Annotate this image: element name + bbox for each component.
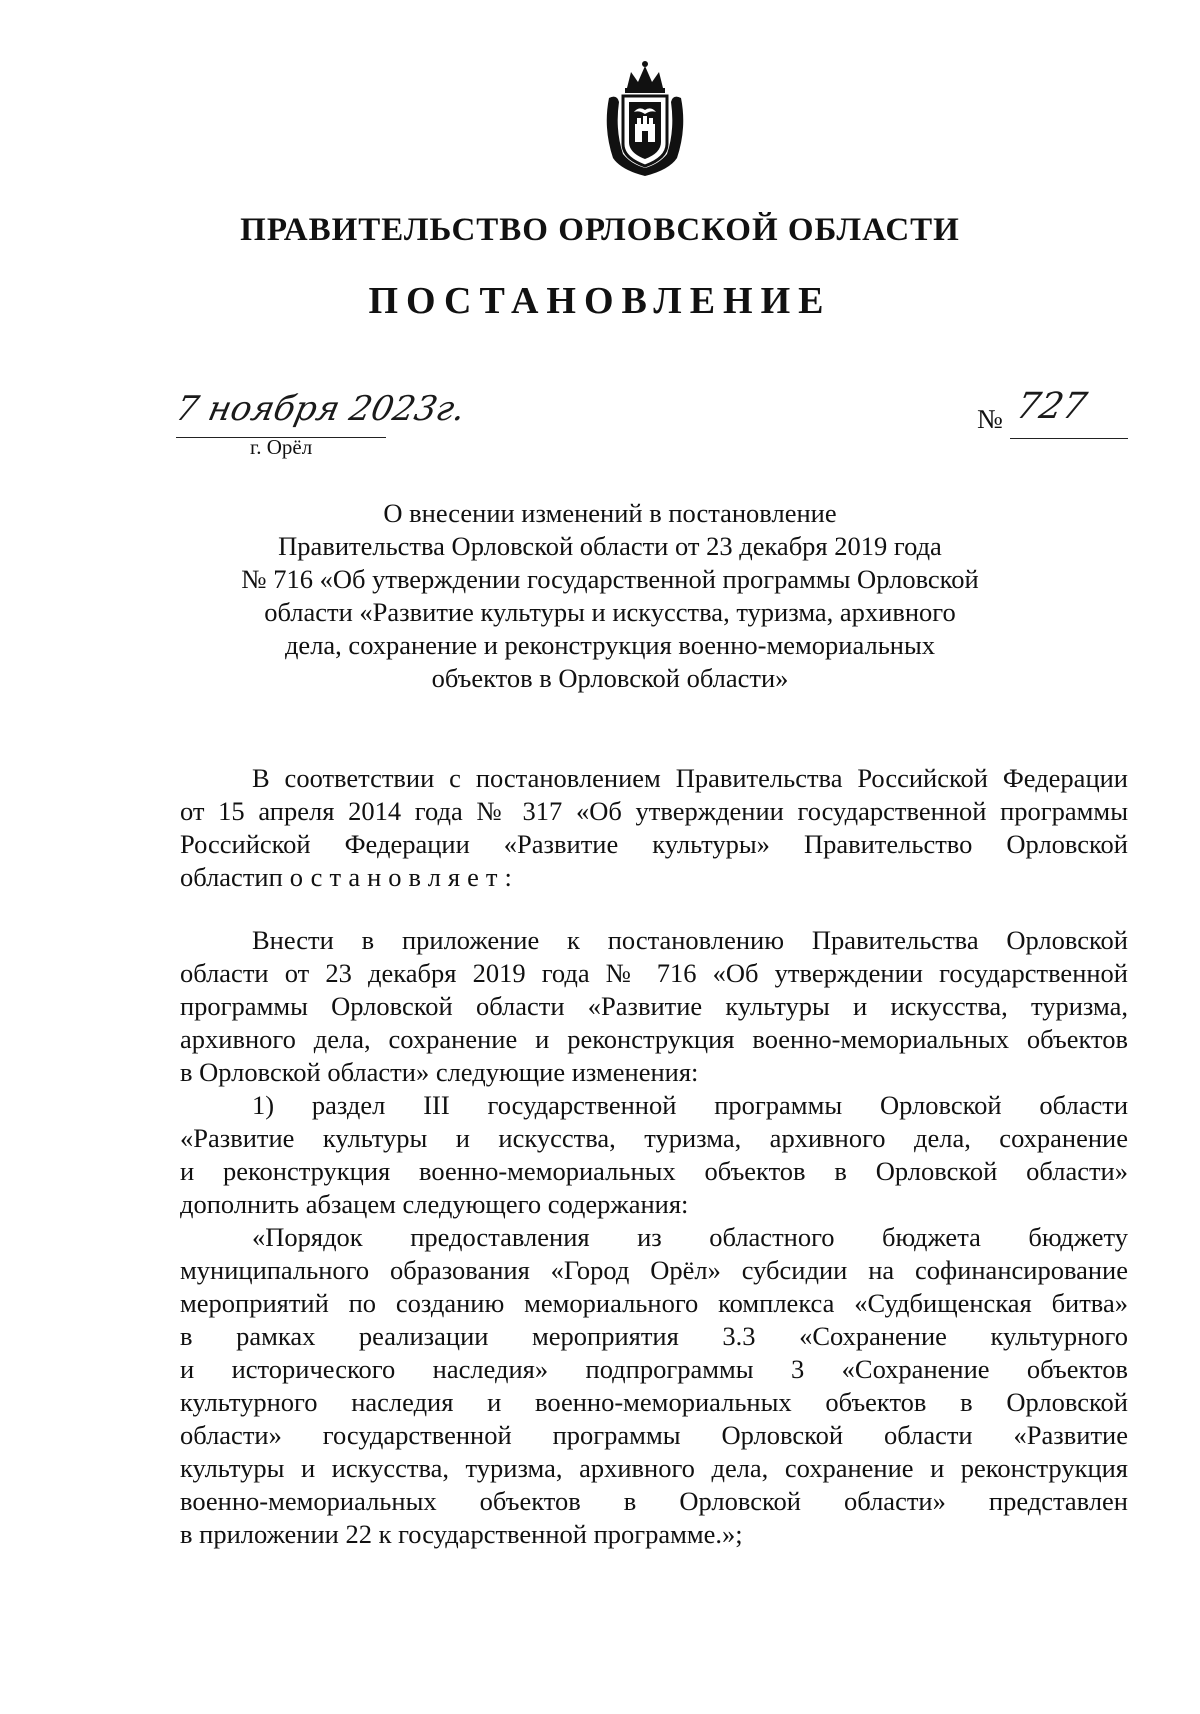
body-line: архивного дела, сохранение и реконструкция военно-мемориальных объектов xyxy=(180,1024,1128,1054)
subject-line: О внесении изменений в постановление xyxy=(383,498,837,528)
body-line: в рамках реализации мероприятия 3.3 «Сохранение культурного xyxy=(180,1321,1128,1351)
subject-line: объектов в Орловской области» xyxy=(431,663,789,693)
document-subject xyxy=(220,497,1000,695)
body-line: в Орловской области» следующие изменения: xyxy=(180,1057,699,1087)
body-line: дополнить абзацем следующего содержания: xyxy=(180,1189,689,1219)
body-line: «Развитие культуры и искусства, туризма, архивного дела, сохранение xyxy=(180,1123,1128,1153)
subject-line: Правительства Орловской области от 23 декабря 2019 года xyxy=(278,531,942,561)
body-line: области» государственной программы Орловской области «Развитие xyxy=(180,1420,1128,1450)
body-line: культуры и искусства, туризма, архивного дела, сохранение и реконструкция xyxy=(180,1453,1128,1483)
subject-line: дела, сохранение и реконструкция военно-мемориальных xyxy=(284,630,936,660)
body-line: и реконструкция военно-мемориальных объектов в Орловской области» xyxy=(180,1156,1128,1186)
body-line: военно-мемориальных объектов в Орловской области» представлен xyxy=(180,1486,1128,1516)
document-type-title: ПОСТАНОВЛЕНИЕ xyxy=(368,280,832,322)
subject-line: области «Развитие культуры и искусства, туризма, архивного xyxy=(264,597,956,627)
preamble-last-prefix: области xyxy=(180,862,269,892)
handwritten-document-number: 727 xyxy=(1012,386,1091,427)
body-line: и исторического наследия» подпрограммы 3 «Сохранение объектов xyxy=(180,1354,1128,1384)
number-underline xyxy=(1010,438,1128,439)
main-text xyxy=(180,924,1128,1551)
subject-line: № 716 «Об утверждении государственной программы Орловской xyxy=(241,564,979,594)
city-label: г. Орёл xyxy=(250,435,313,459)
coat-of-arms-icon xyxy=(601,58,689,178)
body-line: муниципального образования «Город Орёл» субсидии на софинансирование xyxy=(180,1255,1128,1285)
body-line: культурного наследия и военно-мемориальных объектов в Орловской xyxy=(180,1387,1128,1417)
resolves-word: постановляет: xyxy=(268,862,519,892)
preamble-paragraph xyxy=(180,762,1128,894)
preamble-line: от 15 апреля 2014 года № 317 «Об утверждении государственной программы xyxy=(180,796,1128,826)
handwritten-date: 7 ноября 2023г. xyxy=(172,389,469,429)
body-line: программы Орловской области «Развитие культуры и искусства, туризма, xyxy=(180,991,1128,1021)
organization-name: ПРАВИТЕЛЬСТВО ОРЛОВСКОЙ ОБЛАСТИ xyxy=(240,212,960,248)
body-line: 1) раздел III государственной программы Орловской области xyxy=(252,1090,1128,1120)
body-line: области от 23 декабря 2019 года № 716 «Об утверждении государственной xyxy=(180,958,1128,988)
body-line: в приложении 22 к государственной программе.»; xyxy=(180,1519,743,1549)
body-line: Внести в приложение к постановлению Правительства Орловской xyxy=(252,925,1128,955)
document-number-label: № xyxy=(977,404,1003,434)
body-line: мероприятий по созданию мемориального комплекса «Судбищенская битва» xyxy=(180,1288,1128,1318)
preamble-closing-line xyxy=(180,861,1128,894)
preamble-line: Российской Федерации «Развитие культуры» Правительство Орловской xyxy=(180,829,1128,859)
preamble-line: В соответствии с постановлением Правительства Российской Федерации xyxy=(252,763,1128,793)
body-line: «Порядок предоставления из областного бюджета бюджету xyxy=(252,1222,1128,1252)
